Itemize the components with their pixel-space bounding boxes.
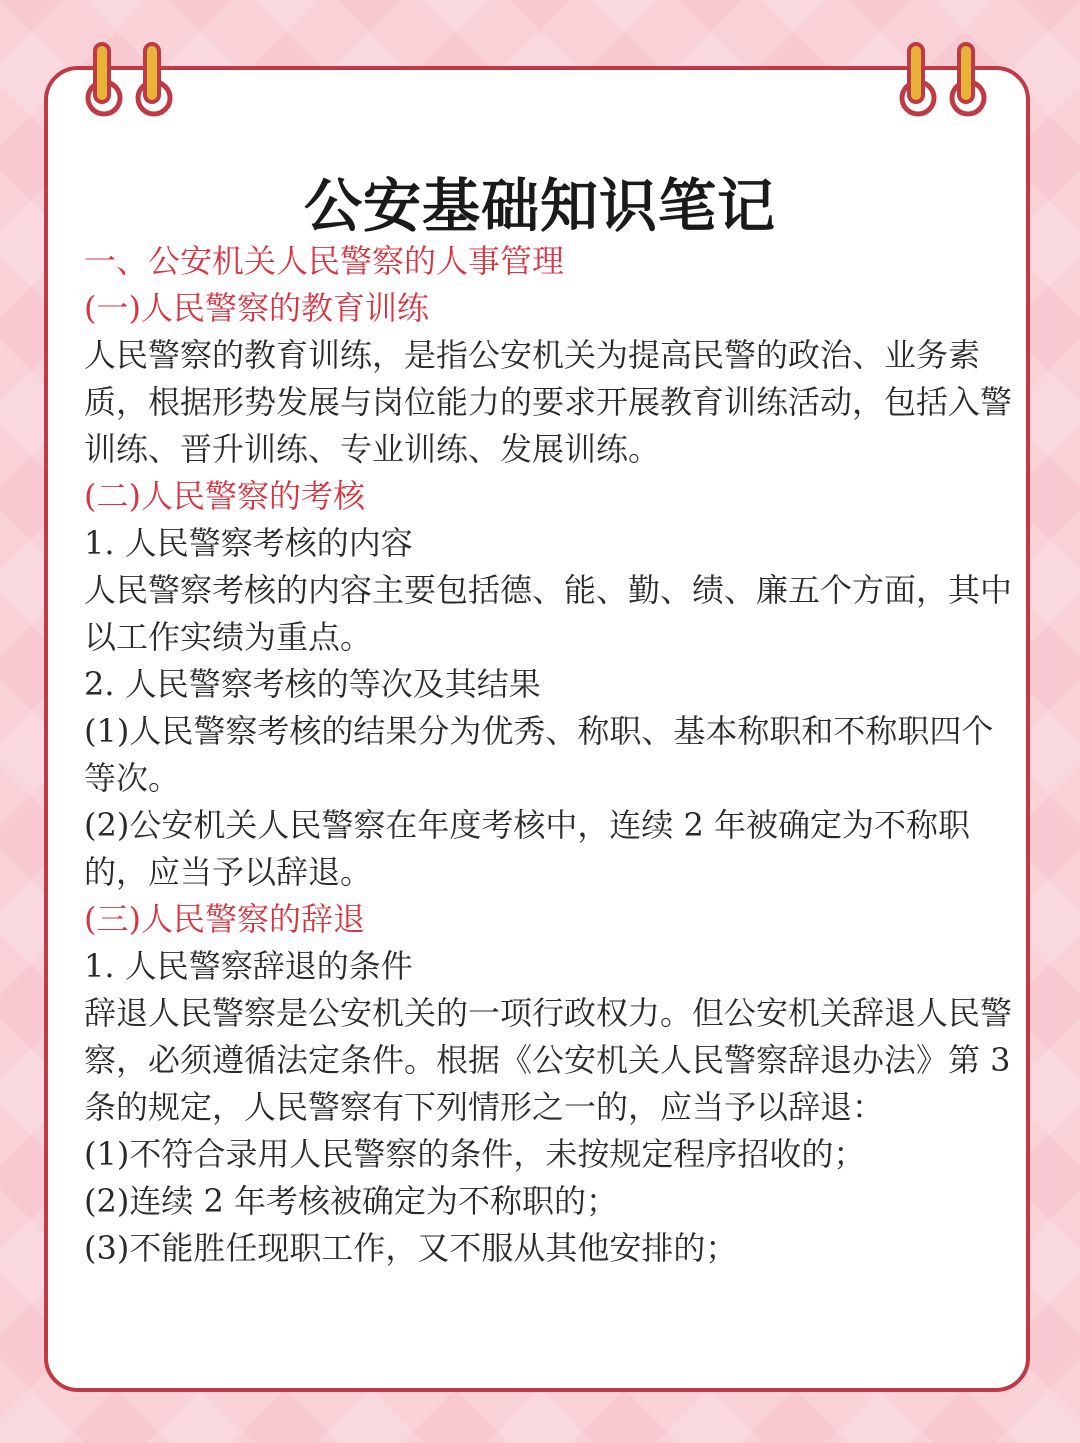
subsection-heading: (二)人民警察的考核 bbox=[84, 477, 365, 515]
page-title: 公安基础知识笔记 bbox=[303, 172, 776, 240]
item-heading: 2. 人民警察考核的等次及其结果 bbox=[84, 665, 541, 703]
list-item: (1)不符合录用人民警察的条件，未按规定程序招收的； bbox=[84, 1135, 866, 1173]
paragraph-line: 质，根据形势发展与岗位能力的要求开展教育训练活动，包括入警 bbox=[84, 383, 1013, 421]
paragraph-line: (2)公安机关人民警察在年度考核中，连续 2 年被确定为不称职 bbox=[84, 806, 971, 844]
paragraph-line: 训练、晋升训练、专业训练、发展训练。 bbox=[84, 430, 661, 468]
paragraph-line: 等次。 bbox=[84, 759, 181, 797]
binder-ring-icon bbox=[130, 42, 192, 122]
item-heading: 1. 人民警察考核的内容 bbox=[84, 524, 413, 562]
paragraph-line: 的，应当予以辞退。 bbox=[84, 853, 373, 891]
paragraph-line: 条的规定，人民警察有下列情形之一的，应当予以辞退： bbox=[84, 1088, 885, 1126]
subsection-heading: (三)人民警察的辞退 bbox=[84, 900, 365, 938]
item-heading: 1. 人民警察辞退的条件 bbox=[84, 947, 413, 985]
list-item: (2)连续 2 年考核被确定为不称职的； bbox=[84, 1182, 619, 1220]
paragraph-line: 察，必须遵循法定条件。根据《公安机关人民警察辞退办法》第 3 bbox=[84, 1041, 1011, 1079]
notes-content bbox=[84, 238, 1013, 1272]
paragraph-line: (1)人民警察考核的结果分为优秀、称职、基本称职和不称职四个 bbox=[84, 712, 994, 750]
binder-ring-icon bbox=[944, 42, 1006, 122]
paragraph-line: 辞退人民警察是公安机关的一项行政权力。但公安机关辞退人民警 bbox=[84, 994, 1013, 1032]
paragraph-line: 以工作实绩为重点。 bbox=[84, 618, 373, 656]
subsection-heading: (一)人民警察的教育训练 bbox=[84, 289, 429, 327]
section-heading: 一、公安机关人民警察的人事管理 bbox=[84, 242, 565, 280]
list-item: (3)不能胜任现职工作，又不服从其他安排的； bbox=[84, 1229, 738, 1267]
paragraph-line: 人民警察考核的内容主要包括德、能、勤、绩、廉五个方面，其中 bbox=[84, 571, 1013, 609]
paragraph-line: 人民警察的教育训练，是指公安机关为提高民警的政治、业务素 bbox=[84, 336, 981, 374]
